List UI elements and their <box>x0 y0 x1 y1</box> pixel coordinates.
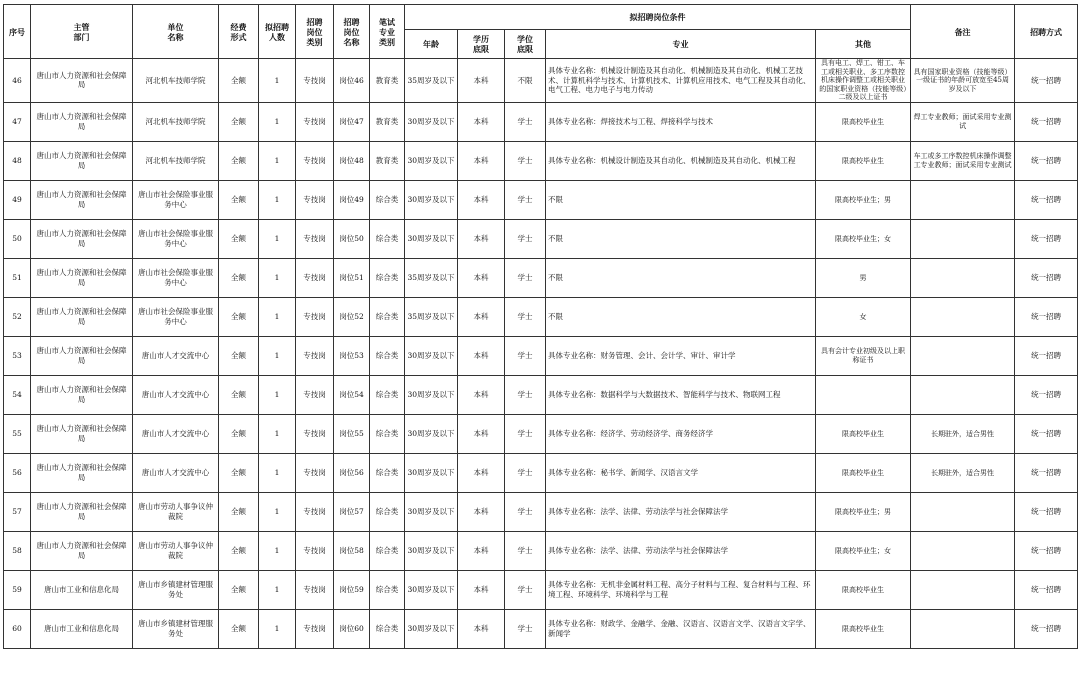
cell-post-name: 岗位51 <box>334 258 370 297</box>
cell-funding: 全额 <box>219 414 259 453</box>
cell-major: 具体专业名称：焊接技术与工程、焊接科学与技术 <box>546 102 816 141</box>
cell-education: 本科 <box>458 414 505 453</box>
table-row <box>4 609 1078 648</box>
cell-dept: 唐山市人力资源和社会保障局 <box>31 375 133 414</box>
cell-major: 具体专业名称：经济学、劳动经济学、商务经济学 <box>546 414 816 453</box>
cell-age: 30周岁及以下 <box>405 609 458 648</box>
cell-method: 统一招聘 <box>1015 59 1078 103</box>
cell-unit: 河北机车技师学院 <box>133 141 219 180</box>
cell-education: 本科 <box>458 258 505 297</box>
header-exam-category: 笔试 专业 类别 <box>370 5 405 59</box>
table-row <box>4 375 1078 414</box>
cell-remark <box>911 297 1015 336</box>
cell-unit: 河北机车技师学院 <box>133 102 219 141</box>
cell-exam-category: 综合类 <box>370 453 405 492</box>
cell-unit: 唐山市人才交流中心 <box>133 414 219 453</box>
cell-post-name: 岗位56 <box>334 453 370 492</box>
cell-major: 具体专业名称：数据科学与大数据技术、智能科学与技术、物联网工程 <box>546 375 816 414</box>
header-degree: 学位 底限 <box>505 30 546 59</box>
header-dept: 主管 部门 <box>31 5 133 59</box>
cell-other: 限高校毕业生；男 <box>816 492 911 531</box>
cell-age: 30周岁及以下 <box>405 570 458 609</box>
cell-exam-category: 综合类 <box>370 492 405 531</box>
cell-degree: 学士 <box>505 375 546 414</box>
cell-degree: 学士 <box>505 102 546 141</box>
cell-seq: 58 <box>4 531 31 570</box>
cell-age: 30周岁及以下 <box>405 141 458 180</box>
cell-dept: 唐山市人力资源和社会保障局 <box>31 141 133 180</box>
cell-post-name: 岗位59 <box>334 570 370 609</box>
cell-seq: 47 <box>4 102 31 141</box>
cell-remark <box>911 570 1015 609</box>
cell-major: 不限 <box>546 258 816 297</box>
cell-degree: 学士 <box>505 297 546 336</box>
header-conditions-group: 拟招聘岗位条件 <box>405 5 911 30</box>
cell-method: 统一招聘 <box>1015 414 1078 453</box>
cell-method: 统一招聘 <box>1015 336 1078 375</box>
cell-post-name: 岗位60 <box>334 609 370 648</box>
table-body <box>4 59 1078 649</box>
cell-other: 限高校毕业生 <box>816 609 911 648</box>
cell-funding: 全额 <box>219 102 259 141</box>
cell-seq: 52 <box>4 297 31 336</box>
header-major: 专业 <box>546 30 816 59</box>
table-row <box>4 102 1078 141</box>
header-post-category: 招聘 岗位 类别 <box>296 5 334 59</box>
cell-degree: 学士 <box>505 492 546 531</box>
cell-method: 统一招聘 <box>1015 219 1078 258</box>
cell-post-category: 专技岗 <box>296 141 334 180</box>
cell-education: 本科 <box>458 219 505 258</box>
cell-method: 统一招聘 <box>1015 531 1078 570</box>
cell-count: 1 <box>259 180 296 219</box>
cell-dept: 唐山市人力资源和社会保障局 <box>31 180 133 219</box>
cell-count: 1 <box>259 102 296 141</box>
recruitment-table <box>3 4 1078 649</box>
header-funding: 经费 形式 <box>219 5 259 59</box>
cell-exam-category: 综合类 <box>370 297 405 336</box>
cell-post-name: 岗位47 <box>334 102 370 141</box>
cell-exam-category: 综合类 <box>370 609 405 648</box>
cell-post-category: 专技岗 <box>296 336 334 375</box>
cell-exam-category: 教育类 <box>370 102 405 141</box>
cell-major: 具体专业名称：财务管理、会计、会计学、审计、审计学 <box>546 336 816 375</box>
cell-major: 具体专业名称：财政学、金融学、金融、汉语言、汉语言文学、汉语言文字学、新闻学 <box>546 609 816 648</box>
table-row <box>4 336 1078 375</box>
cell-other: 限高校毕业生；女 <box>816 531 911 570</box>
cell-remark <box>911 336 1015 375</box>
cell-funding: 全额 <box>219 258 259 297</box>
table-row <box>4 297 1078 336</box>
cell-unit: 唐山市人才交流中心 <box>133 375 219 414</box>
cell-remark: 长期驻外，适合男性 <box>911 414 1015 453</box>
cell-dept: 唐山市人力资源和社会保障局 <box>31 453 133 492</box>
cell-remark <box>911 375 1015 414</box>
cell-post-category: 专技岗 <box>296 297 334 336</box>
cell-unit: 唐山市劳动人事争议仲裁院 <box>133 531 219 570</box>
cell-exam-category: 综合类 <box>370 219 405 258</box>
cell-count: 1 <box>259 375 296 414</box>
cell-post-name: 岗位55 <box>334 414 370 453</box>
cell-major: 不限 <box>546 180 816 219</box>
cell-post-name: 岗位52 <box>334 297 370 336</box>
cell-age: 35周岁及以下 <box>405 258 458 297</box>
table-row <box>4 219 1078 258</box>
cell-unit: 唐山市人才交流中心 <box>133 453 219 492</box>
cell-education: 本科 <box>458 609 505 648</box>
cell-funding: 全额 <box>219 609 259 648</box>
cell-degree: 学士 <box>505 414 546 453</box>
cell-age: 30周岁及以下 <box>405 219 458 258</box>
cell-seq: 46 <box>4 59 31 103</box>
cell-count: 1 <box>259 531 296 570</box>
cell-age: 30周岁及以下 <box>405 102 458 141</box>
cell-education: 本科 <box>458 180 505 219</box>
cell-degree: 学士 <box>505 336 546 375</box>
cell-method: 统一招聘 <box>1015 609 1078 648</box>
cell-post-name: 岗位57 <box>334 492 370 531</box>
cell-degree: 学士 <box>505 609 546 648</box>
header-seq: 序号 <box>4 5 31 59</box>
cell-dept: 唐山市人力资源和社会保障局 <box>31 297 133 336</box>
cell-dept: 唐山市人力资源和社会保障局 <box>31 219 133 258</box>
cell-other: 限高校毕业生 <box>816 102 911 141</box>
cell-degree: 学士 <box>505 258 546 297</box>
header-other: 其他 <box>816 30 911 59</box>
cell-post-category: 专技岗 <box>296 492 334 531</box>
cell-degree: 学士 <box>505 219 546 258</box>
table-row <box>4 258 1078 297</box>
cell-age: 30周岁及以下 <box>405 492 458 531</box>
cell-seq: 49 <box>4 180 31 219</box>
cell-method: 统一招聘 <box>1015 297 1078 336</box>
cell-post-category: 专技岗 <box>296 219 334 258</box>
cell-other: 限高校毕业生 <box>816 570 911 609</box>
cell-funding: 全额 <box>219 570 259 609</box>
cell-dept: 唐山市人力资源和社会保障局 <box>31 336 133 375</box>
cell-post-category: 专技岗 <box>296 453 334 492</box>
header-age: 年龄 <box>405 30 458 59</box>
table-row <box>4 453 1078 492</box>
cell-count: 1 <box>259 336 296 375</box>
cell-seq: 53 <box>4 336 31 375</box>
cell-seq: 50 <box>4 219 31 258</box>
cell-exam-category: 综合类 <box>370 258 405 297</box>
header-unit: 单位 名称 <box>133 5 219 59</box>
cell-other <box>816 375 911 414</box>
cell-post-name: 岗位46 <box>334 59 370 103</box>
cell-dept: 唐山市人力资源和社会保障局 <box>31 531 133 570</box>
cell-count: 1 <box>259 297 296 336</box>
cell-count: 1 <box>259 59 296 103</box>
cell-method: 统一招聘 <box>1015 375 1078 414</box>
cell-method: 统一招聘 <box>1015 570 1078 609</box>
cell-post-name: 岗位49 <box>334 180 370 219</box>
cell-seq: 57 <box>4 492 31 531</box>
cell-count: 1 <box>259 414 296 453</box>
cell-age: 35周岁及以下 <box>405 297 458 336</box>
cell-remark: 焊工专业教师；面试采用专业测试 <box>911 102 1015 141</box>
cell-count: 1 <box>259 141 296 180</box>
cell-dept: 唐山市人力资源和社会保障局 <box>31 102 133 141</box>
cell-age: 30周岁及以下 <box>405 453 458 492</box>
cell-remark <box>911 180 1015 219</box>
cell-post-name: 岗位48 <box>334 141 370 180</box>
cell-remark: 长期驻外，适合男性 <box>911 453 1015 492</box>
cell-education: 本科 <box>458 297 505 336</box>
cell-exam-category: 综合类 <box>370 414 405 453</box>
cell-unit: 唐山市乡镇建材管理服务处 <box>133 570 219 609</box>
cell-exam-category: 综合类 <box>370 531 405 570</box>
cell-post-category: 专技岗 <box>296 414 334 453</box>
cell-post-category: 专技岗 <box>296 375 334 414</box>
cell-major: 具体专业名称：法学、法律、劳动法学与社会保障法学 <box>546 531 816 570</box>
header-row-top <box>4 5 1078 30</box>
cell-post-category: 专技岗 <box>296 102 334 141</box>
cell-seq: 56 <box>4 453 31 492</box>
cell-unit: 唐山市社会保险事业服务中心 <box>133 297 219 336</box>
cell-major: 具体专业名称：秘书学、新闻学、汉语言文学 <box>546 453 816 492</box>
cell-method: 统一招聘 <box>1015 453 1078 492</box>
cell-post-category: 专技岗 <box>296 180 334 219</box>
header-method: 招聘方式 <box>1015 5 1078 59</box>
cell-major: 具体专业名称：机械设计制造及其自动化、机械制造及其自动化、机械工程 <box>546 141 816 180</box>
cell-method: 统一招聘 <box>1015 180 1078 219</box>
cell-remark <box>911 219 1015 258</box>
header-post-name: 招聘 岗位 名称 <box>334 5 370 59</box>
cell-unit: 唐山市社会保险事业服务中心 <box>133 219 219 258</box>
cell-funding: 全额 <box>219 180 259 219</box>
cell-degree: 学士 <box>505 141 546 180</box>
cell-unit: 河北机车技师学院 <box>133 59 219 103</box>
cell-post-name: 岗位53 <box>334 336 370 375</box>
cell-remark <box>911 258 1015 297</box>
cell-education: 本科 <box>458 336 505 375</box>
cell-dept: 唐山市人力资源和社会保障局 <box>31 492 133 531</box>
cell-count: 1 <box>259 258 296 297</box>
cell-seq: 59 <box>4 570 31 609</box>
cell-funding: 全额 <box>219 375 259 414</box>
header-education: 学历 底限 <box>458 30 505 59</box>
cell-education: 本科 <box>458 102 505 141</box>
cell-count: 1 <box>259 492 296 531</box>
cell-unit: 唐山市人才交流中心 <box>133 336 219 375</box>
cell-education: 本科 <box>458 492 505 531</box>
cell-method: 统一招聘 <box>1015 102 1078 141</box>
cell-age: 30周岁及以下 <box>405 375 458 414</box>
cell-major: 具体专业名称：机械设计制造及其自动化、机械制造及其自动化、机械工艺技术、计算机科学与技术、计算机技术、计算机应用技术、电气工程及其自动化、电气工程、电力电子与电力传动 <box>546 59 816 103</box>
cell-seq: 55 <box>4 414 31 453</box>
cell-other: 限高校毕业生；女 <box>816 219 911 258</box>
cell-seq: 60 <box>4 609 31 648</box>
cell-age: 30周岁及以下 <box>405 180 458 219</box>
cell-method: 统一招聘 <box>1015 141 1078 180</box>
header-count: 拟招聘 人数 <box>259 5 296 59</box>
table-row <box>4 141 1078 180</box>
cell-post-name: 岗位50 <box>334 219 370 258</box>
cell-dept: 唐山市人力资源和社会保障局 <box>31 414 133 453</box>
cell-seq: 48 <box>4 141 31 180</box>
cell-education: 本科 <box>458 531 505 570</box>
cell-post-category: 专技岗 <box>296 609 334 648</box>
cell-post-name: 岗位54 <box>334 375 370 414</box>
cell-other: 限高校毕业生 <box>816 414 911 453</box>
cell-funding: 全额 <box>219 492 259 531</box>
cell-other: 具有会计专业初级及以上职称证书 <box>816 336 911 375</box>
cell-exam-category: 综合类 <box>370 180 405 219</box>
cell-other: 限高校毕业生 <box>816 141 911 180</box>
cell-method: 统一招聘 <box>1015 258 1078 297</box>
table-row <box>4 531 1078 570</box>
cell-dept: 唐山市工业和信息化局 <box>31 609 133 648</box>
cell-remark <box>911 492 1015 531</box>
cell-education: 本科 <box>458 570 505 609</box>
cell-seq: 54 <box>4 375 31 414</box>
cell-degree: 学士 <box>505 180 546 219</box>
cell-major: 具体专业名称：无机非金属材料工程、高分子材料与工程、复合材料与工程、环境工程、环境科学、环境科学与工程 <box>546 570 816 609</box>
cell-unit: 唐山市乡镇建材管理服务处 <box>133 609 219 648</box>
cell-funding: 全额 <box>219 141 259 180</box>
cell-funding: 全额 <box>219 531 259 570</box>
cell-major: 不限 <box>546 219 816 258</box>
cell-funding: 全额 <box>219 336 259 375</box>
cell-age: 35周岁及以下 <box>405 59 458 103</box>
cell-exam-category: 教育类 <box>370 59 405 103</box>
cell-unit: 唐山市社会保险事业服务中心 <box>133 180 219 219</box>
cell-age: 30周岁及以下 <box>405 336 458 375</box>
cell-age: 30周岁及以下 <box>405 531 458 570</box>
cell-funding: 全额 <box>219 219 259 258</box>
cell-post-name: 岗位58 <box>334 531 370 570</box>
cell-degree: 学士 <box>505 453 546 492</box>
cell-exam-category: 综合类 <box>370 570 405 609</box>
cell-count: 1 <box>259 219 296 258</box>
cell-degree: 学士 <box>505 570 546 609</box>
cell-count: 1 <box>259 453 296 492</box>
cell-age: 30周岁及以下 <box>405 414 458 453</box>
cell-exam-category: 综合类 <box>370 375 405 414</box>
cell-funding: 全额 <box>219 297 259 336</box>
cell-funding: 全额 <box>219 453 259 492</box>
cell-unit: 唐山市劳动人事争议仲裁院 <box>133 492 219 531</box>
cell-method: 统一招聘 <box>1015 492 1078 531</box>
table-row <box>4 59 1078 103</box>
cell-remark: 具有国家职业资格（技能等级）一级证书的年龄可放宽至45周岁及以下 <box>911 59 1015 103</box>
cell-degree: 不限 <box>505 59 546 103</box>
cell-exam-category: 教育类 <box>370 141 405 180</box>
cell-count: 1 <box>259 570 296 609</box>
cell-unit: 唐山市社会保险事业服务中心 <box>133 258 219 297</box>
cell-seq: 51 <box>4 258 31 297</box>
cell-degree: 学士 <box>505 531 546 570</box>
cell-education: 本科 <box>458 375 505 414</box>
table-row <box>4 180 1078 219</box>
cell-education: 本科 <box>458 453 505 492</box>
table-row <box>4 492 1078 531</box>
cell-major: 不限 <box>546 297 816 336</box>
cell-post-category: 专技岗 <box>296 59 334 103</box>
cell-dept: 唐山市人力资源和社会保障局 <box>31 258 133 297</box>
cell-exam-category: 综合类 <box>370 336 405 375</box>
cell-education: 本科 <box>458 59 505 103</box>
cell-other: 女 <box>816 297 911 336</box>
header-remark: 备注 <box>911 5 1015 59</box>
cell-other: 具有电工、焊工、钳工、车工或相关职业、多工序数控机床操作调整工或相关职业的国家职业资格（技能等级）二级及以上证书 <box>816 59 911 103</box>
cell-major: 具体专业名称：法学、法律、劳动法学与社会保障法学 <box>546 492 816 531</box>
cell-other: 限高校毕业生；男 <box>816 180 911 219</box>
cell-remark <box>911 609 1015 648</box>
cell-other: 限高校毕业生 <box>816 453 911 492</box>
cell-count: 1 <box>259 609 296 648</box>
cell-funding: 全额 <box>219 59 259 103</box>
cell-post-category: 专技岗 <box>296 531 334 570</box>
cell-education: 本科 <box>458 141 505 180</box>
cell-post-category: 专技岗 <box>296 570 334 609</box>
cell-other: 男 <box>816 258 911 297</box>
cell-remark: 车工或多工序数控机床操作调整工专业教师；面试采用专业测试 <box>911 141 1015 180</box>
cell-dept: 唐山市工业和信息化局 <box>31 570 133 609</box>
cell-remark <box>911 531 1015 570</box>
table-row <box>4 414 1078 453</box>
table-row <box>4 570 1078 609</box>
cell-dept: 唐山市人力资源和社会保障局 <box>31 59 133 103</box>
cell-post-category: 专技岗 <box>296 258 334 297</box>
